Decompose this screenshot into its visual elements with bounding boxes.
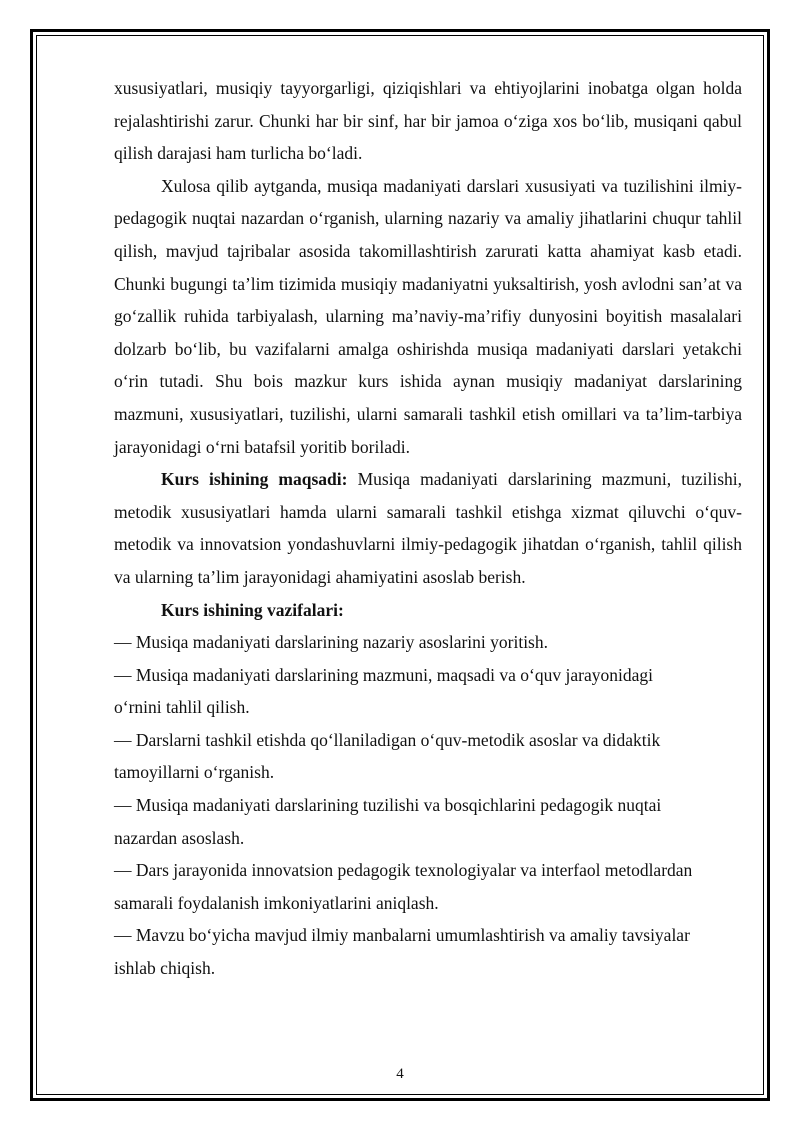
document-body <box>114 72 742 985</box>
list-item: — Musiqa madaniyati darslarining nazariy asoslarini yoritish. <box>114 632 548 653</box>
goal-text: Musiqa madaniyati darslarining mazmuni, tuzilishi, metodik xususiyatlari hamda ularni samarali tashkil etishga xizmat qiluvchi o‘quv-metodik va innovatsion yondashuvlarni ilmiy-pedagogik jihatdan o‘rganish, tahlil qilish va ularning ta’lim jarayonidagi ahamiyatini asoslab berish. <box>114 469 742 587</box>
paragraph-continuation: xususiyatlari, musiqiy tayyorgarligi, qiziqishlari va ehtiyojlarini inobatga olgan holda rejalashtirishi zarur. Chunki har bir sinf, har bir jamoa o‘ziga xos bo‘lib, musiqani qabul qilish darajasi ham turlicha bo‘ladi. <box>114 78 742 164</box>
list-item: — Musiqa madaniyati darslarining tuzilishi va bosqichlarini pedagogik nuqtai nazardan asoslash. <box>114 795 662 848</box>
list-item: — Darslarni tashkil etishda qo‘llaniladigan o‘quv-metodik asoslar va didaktik tamoyillarni o‘rganish. <box>114 729 661 783</box>
page-number: 4 <box>396 1066 404 1082</box>
goal-heading: Kurs ishining maqsadi: <box>161 469 348 490</box>
paragraph-goal <box>114 463 742 593</box>
list-item: — Mavzu bo‘yicha mavjud ilmiy manbalarni umumlashtirish va amaliy tavsiyalar ishlab chiqish. <box>114 925 690 979</box>
tasks-heading: Kurs ishining vazifalari: <box>161 599 344 620</box>
tasks-list <box>114 626 742 985</box>
paragraph-conclusion: Xulosa qilib aytganda, musiqa madaniyati darslari xususiyati va tuzilishini ilmiy-pedagogik nuqtai nazardan o‘rganish, ularning nazariy va amaliy jihatlarini chuqur tahlil qilish, mavjud tajribalar asosida takomillashtirish zarurati katta ahamiyat kasb etadi. Chunki bugungi ta’lim tizimida musiqiy madaniyatni yuksaltirish, yosh avlodni san’at va go‘zallik ruhida tarbiyalash, ularning ma’naviy-ma’rifiy dunyosini boyitish masalalari dolzarb bo‘lib, bu vazifalarni amalga oshirishda musiqa madaniyati darslari yetakchi o‘rin tutadi. Shu bois mazkur kurs ishida aynan musiqiy madaniyat darslarining mazmuni, xususiyatlari, tuzilishi, ularni samarali tashkil etish omillari va ta’lim-tarbiya jarayonidagi o‘rni batafsil yoritib boriladi. <box>114 175 742 457</box>
list-item: — Musiqa madaniyati darslarining mazmuni, maqsadi va o‘quv jarayonidagi o‘rnini tahlil qilish. <box>114 664 653 718</box>
list-item: — Dars jarayonida innovatsion pedagogik texnologiyalar va interfaol metodlardan samarali foydalanish imkoniyatlarini aniqlash. <box>114 860 693 913</box>
